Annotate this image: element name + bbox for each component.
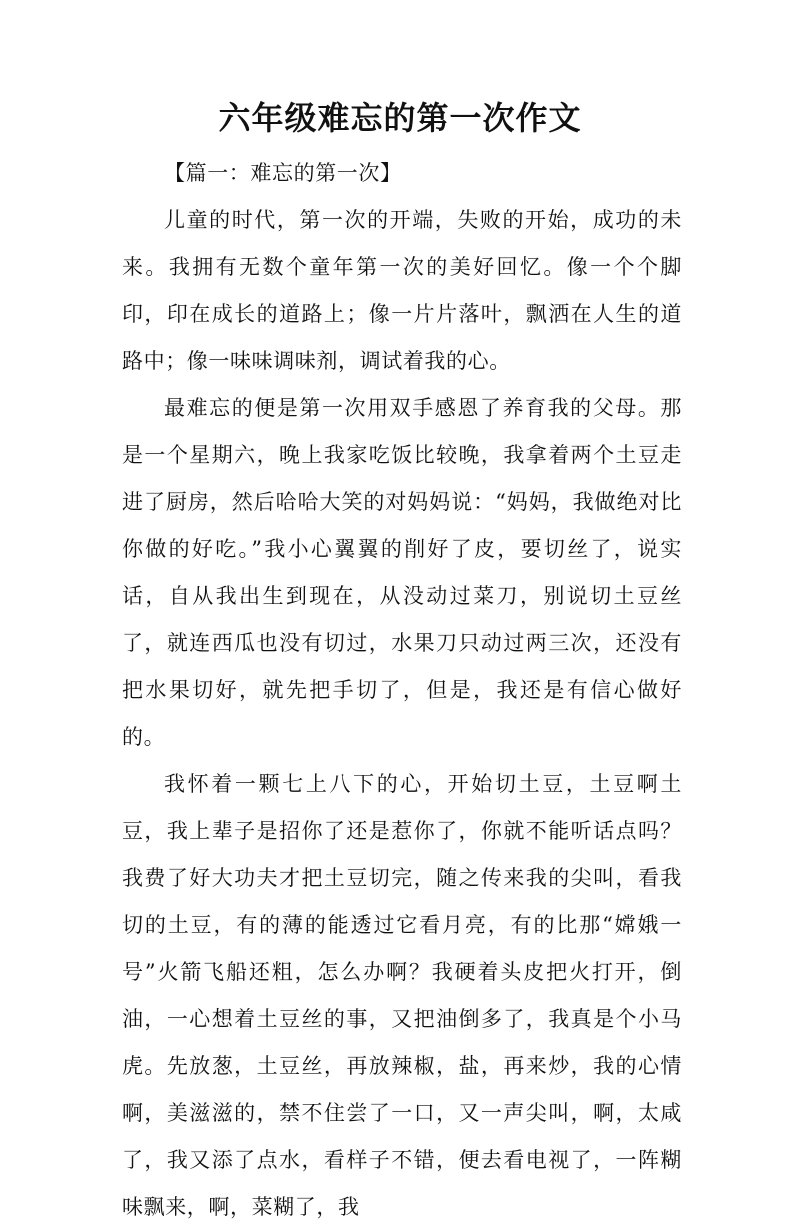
- document-body: [122, 150, 682, 1231]
- paragraph-1: 儿童的时代，第一次的开端，失败的开始，成功的未来。我拥有无数个童年第一次的美好回忆。像一个个脚印，印在成长的道路上；像一片片落叶，飘洒在人生的道路中；像一味味调味剂，调试着我的心。: [122, 208, 682, 373]
- paragraph-2: 最难忘的便是第一次用双手感恩了养育我的父母。那是一个星期六，晚上我家吃饭比较晚，我拿着两个土豆走进了厨房，然后哈哈大笑的对妈妈说：“妈妈，我做绝对比你做的好吃。”我小心翼翼的削好了皮，要切丝了，说实话，自从我出生到现在，从没动过菜刀，别说切土豆丝了，就连西瓜也没有切过，水果刀只动过两三次，还没有把水果切好，就先把手切了，但是，我还是有信心做好的。: [122, 396, 682, 749]
- paragraph-3: 我怀着一颗七上八下的心，开始切土豆，土豆啊土豆，我上辈子是招你了还是惹你了，你就不能听话点吗？我费了好大功夫才把土豆切完，随之传来我的尖叫，看我切的土豆，有的薄的能透过它看月亮，有的比那“嫦娥一号”火箭飞船还粗，怎么办啊？我硬着头皮把火打开，倒油，一心想着土豆丝的事，又把油倒多了，我真是个小马虎。先放葱，土豆丝，再放辣椒，盐，再来炒，我的心情啊，美滋滋的，禁不住尝了一口，又一声尖叫，啊，太咸了，我又添了点水，看样子不错，便去看电视了，一阵糊味飘来，啊，菜糊了，我: [122, 772, 682, 1219]
- page-title: 六年级难忘的第一次作文: [218, 99, 582, 137]
- section-heading: 【篇一：难忘的第一次】: [164, 161, 402, 185]
